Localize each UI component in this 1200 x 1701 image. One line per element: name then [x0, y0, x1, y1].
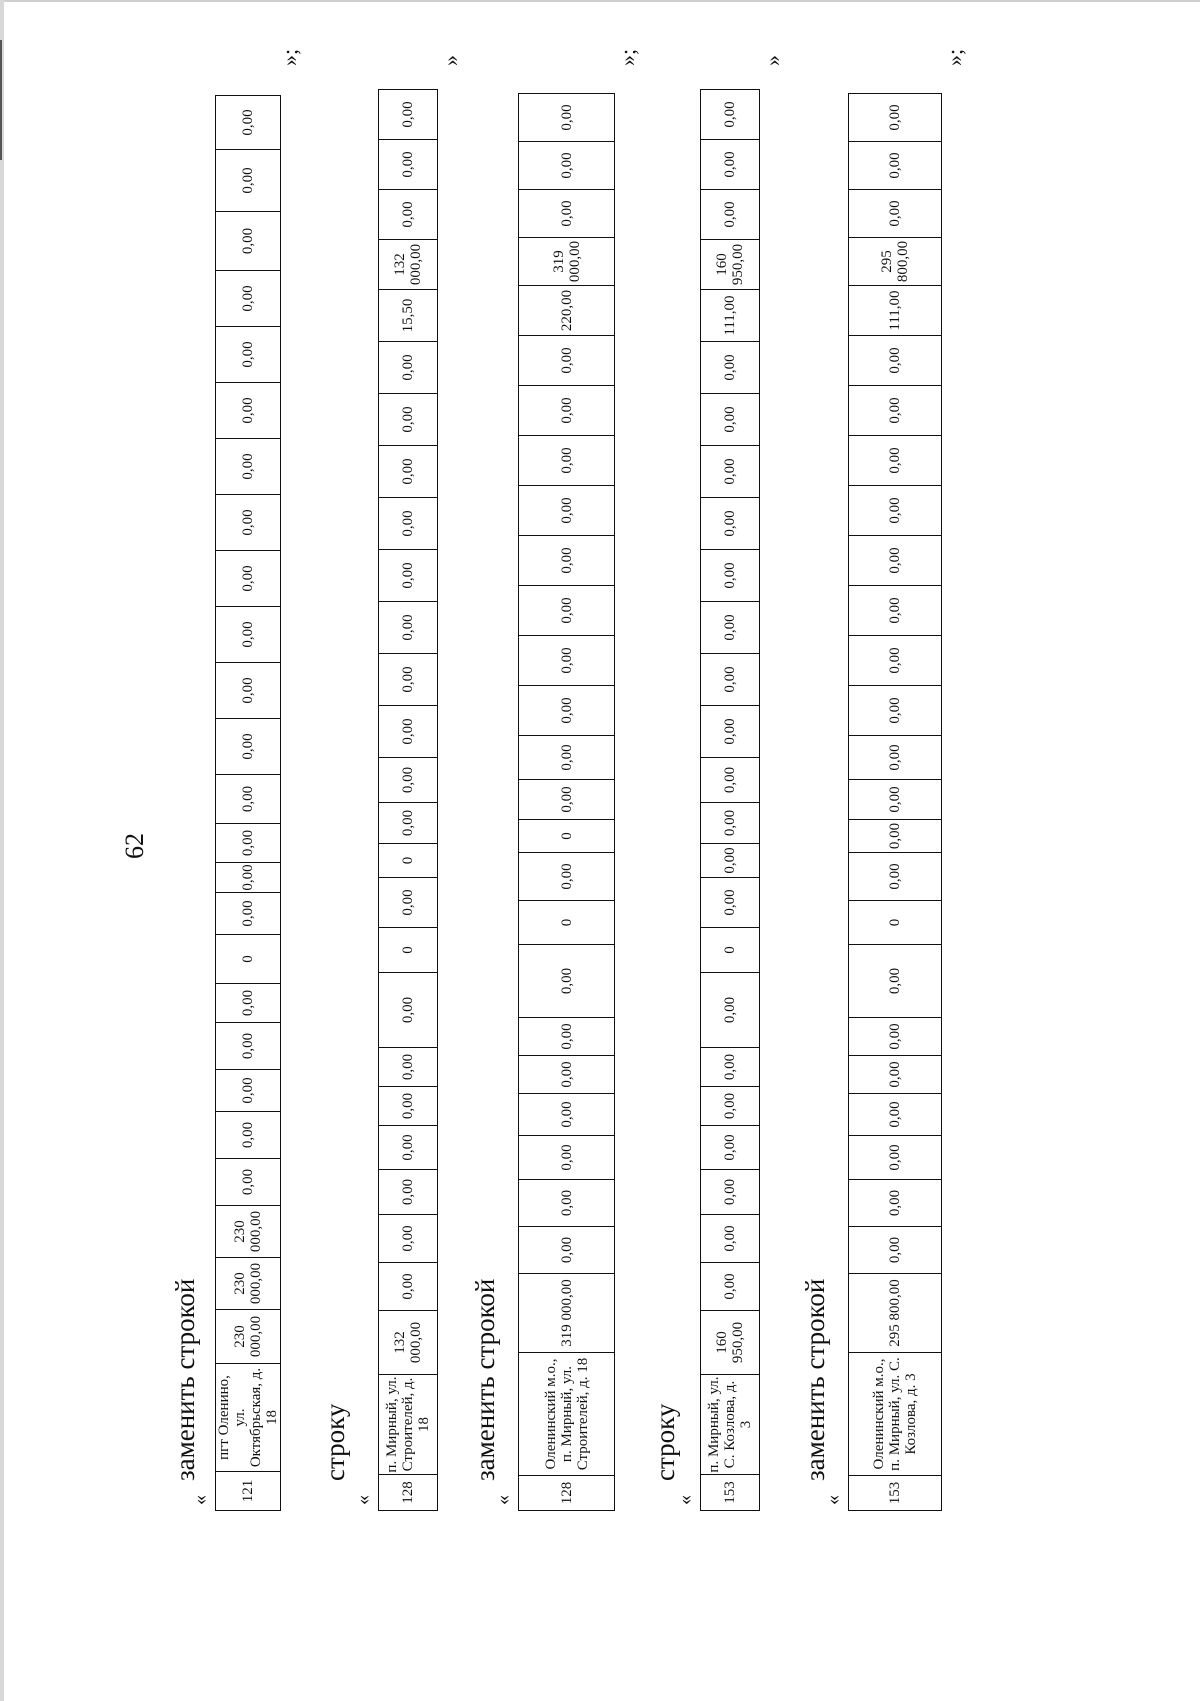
value-cell: 0,00 — [701, 803, 760, 844]
row-number-cell: 121 — [216, 1472, 281, 1511]
value-cell: 0,00 — [379, 446, 438, 498]
value-cell: 0,00 — [701, 973, 760, 1048]
value-cell: 160 950,00 — [701, 1311, 760, 1375]
value-cell: 0,00 — [849, 586, 942, 636]
value-cell: 0,00 — [216, 984, 281, 1023]
value-cell: 0,00 — [216, 212, 281, 271]
value-cell: 0,00 — [849, 1136, 942, 1180]
amendment-row-table — [215, 95, 281, 1511]
address-cell: Оленинский м.о., п. Мирный, ул. Строителей, д. 18 — [519, 1353, 615, 1476]
amendment-row-table — [848, 93, 942, 1511]
table-row — [379, 90, 438, 1511]
value-cell: 0,00 — [519, 536, 615, 586]
close-quote-mark: »; — [615, 48, 640, 66]
value-cell: 0,00 — [701, 1263, 760, 1311]
value-cell: 0,00 — [379, 758, 438, 803]
value-cell: 0,00 — [519, 486, 615, 536]
value-cell: 0,00 — [379, 1263, 438, 1311]
value-cell: 0,00 — [216, 439, 281, 495]
value-cell: 0,00 — [519, 686, 615, 736]
section-caption: строку — [320, 1403, 350, 1481]
value-cell: 0,00 — [701, 844, 760, 878]
value-cell: 132 000,00 — [379, 1311, 438, 1375]
value-cell: 0,00 — [701, 654, 760, 706]
value-cell: 0,00 — [849, 536, 942, 586]
value-cell: 0,00 — [701, 1048, 760, 1087]
value-cell: 0,00 — [519, 1136, 615, 1180]
address-cell: п. Мирный, ул. Строителей, д. 18 — [379, 1375, 438, 1475]
value-cell: 0,00 — [849, 486, 942, 536]
open-quote-mark: « — [674, 1495, 696, 1505]
value-cell: 0,00 — [849, 636, 942, 686]
value-cell: 0,00 — [379, 602, 438, 654]
value-cell: 0,00 — [849, 386, 942, 436]
page-number: 62 — [120, 833, 149, 859]
open-quote-mark: « — [822, 1495, 844, 1505]
value-cell: 0,00 — [849, 1227, 942, 1274]
table-row — [849, 94, 942, 1511]
value-cell: 0,00 — [379, 654, 438, 706]
value-cell: 0,00 — [849, 1094, 942, 1136]
value-cell: 0,00 — [379, 140, 438, 190]
value-cell: 0,00 — [379, 498, 438, 550]
value-cell: 0,00 — [379, 394, 438, 446]
address-cell: Оленинский м.о., п. Мирный, ул. С. Козлова, д. 3 — [849, 1353, 942, 1476]
value-cell: 0,00 — [216, 1112, 281, 1159]
close-quote-mark: »; — [277, 48, 302, 66]
close-quote-mark: » — [438, 55, 463, 66]
value-cell: 0 — [701, 928, 760, 973]
value-cell: 0,00 — [379, 1215, 438, 1263]
value-cell: 0,00 — [216, 824, 281, 863]
table-row — [519, 94, 615, 1511]
section-caption: заменить строкой — [470, 1278, 500, 1481]
amendment-row-table — [700, 89, 760, 1511]
value-cell: 295 800,00 — [849, 238, 942, 286]
value-cell: 0 — [379, 928, 438, 973]
address-cell: пгт Оленино, ул. Октябрьская, д. 18 — [216, 1364, 281, 1472]
close-quote-mark: »; — [942, 48, 967, 66]
value-cell: 0,00 — [519, 1180, 615, 1227]
value-cell: 0,00 — [701, 498, 760, 550]
value-cell: 0,00 — [519, 1227, 615, 1274]
value-cell: 0 — [216, 935, 281, 984]
value-cell: 0,00 — [216, 863, 281, 893]
value-cell: 0,00 — [701, 878, 760, 928]
value-cell: 0,00 — [216, 150, 281, 212]
row-number-cell: 153 — [849, 1476, 942, 1511]
section-caption: заменить строкой — [800, 1278, 830, 1481]
value-cell: 0,00 — [379, 1170, 438, 1215]
value-cell: 0,00 — [379, 1126, 438, 1170]
open-quote-mark: « — [492, 1495, 514, 1505]
value-cell: 230 000,00 — [216, 1206, 281, 1258]
value-cell: 0,00 — [519, 436, 615, 486]
value-cell: 0 — [519, 820, 615, 853]
value-cell: 220,00 — [519, 286, 615, 336]
value-cell: 0,00 — [216, 663, 281, 719]
value-cell: 0,00 — [519, 636, 615, 686]
value-cell: 0,00 — [519, 1094, 615, 1136]
value-cell: 0,00 — [701, 1087, 760, 1126]
value-cell: 0,00 — [216, 607, 281, 663]
value-cell: 0,00 — [216, 96, 281, 150]
value-cell: 319 000,00 — [519, 1274, 615, 1353]
table-row — [216, 96, 281, 1511]
value-cell: 0,00 — [379, 973, 438, 1048]
open-quote-mark: « — [189, 1495, 211, 1505]
value-cell: 0,00 — [701, 140, 760, 190]
value-cell: 0,00 — [379, 1087, 438, 1126]
value-cell: 0,00 — [379, 90, 438, 140]
value-cell: 0,00 — [849, 736, 942, 780]
value-cell: 0,00 — [519, 94, 615, 142]
value-cell: 319 000,00 — [519, 238, 615, 286]
value-cell: 0,00 — [379, 706, 438, 758]
value-cell: 230 000,00 — [216, 1310, 281, 1364]
value-cell: 0,00 — [849, 336, 942, 386]
value-cell: 0 — [519, 901, 615, 945]
value-cell: 0,00 — [701, 602, 760, 654]
value-cell: 0,00 — [519, 736, 615, 780]
value-cell: 0,00 — [849, 142, 942, 190]
value-cell: 0,00 — [701, 342, 760, 394]
value-cell: 0,00 — [519, 190, 615, 238]
value-cell: 111,00 — [701, 290, 760, 342]
value-cell: 0,00 — [519, 853, 615, 901]
row-number-cell: 128 — [379, 1475, 438, 1511]
value-cell: 0,00 — [216, 719, 281, 775]
value-cell: 0,00 — [379, 190, 438, 240]
value-cell: 0,00 — [519, 780, 615, 820]
value-cell: 0 — [849, 901, 942, 945]
value-cell: 0,00 — [216, 327, 281, 383]
value-cell: 0,00 — [701, 1126, 760, 1170]
value-cell: 0,00 — [379, 550, 438, 602]
value-cell: 0,00 — [519, 586, 615, 636]
value-cell: 0,00 — [519, 386, 615, 436]
value-cell: 0,00 — [216, 1070, 281, 1112]
value-cell: 0,00 — [701, 446, 760, 498]
amendment-row-table — [518, 93, 615, 1511]
value-cell: 0,00 — [849, 820, 942, 853]
value-cell: 0,00 — [701, 190, 760, 240]
value-cell: 0,00 — [216, 383, 281, 439]
value-cell: 0,00 — [701, 550, 760, 602]
close-quote-mark: » — [760, 55, 785, 66]
section-caption: строку — [650, 1403, 680, 1481]
value-cell: 111,00 — [849, 286, 942, 336]
value-cell: 295 800,00 — [849, 1274, 942, 1353]
value-cell: 0,00 — [216, 271, 281, 327]
amendment-row-table — [378, 89, 438, 1511]
value-cell: 132 000,00 — [379, 240, 438, 290]
value-cell: 0,00 — [701, 1170, 760, 1215]
value-cell: 0,00 — [216, 1159, 281, 1206]
value-cell: 0,00 — [519, 1018, 615, 1056]
value-cell: 0,00 — [519, 336, 615, 386]
value-cell: 0,00 — [849, 1056, 942, 1094]
table-row — [701, 90, 760, 1511]
open-quote-mark: « — [352, 1495, 374, 1505]
value-cell: 0,00 — [849, 1018, 942, 1056]
value-cell: 15,50 — [379, 290, 438, 342]
value-cell: 0,00 — [216, 495, 281, 551]
value-cell: 160 950,00 — [701, 240, 760, 290]
value-cell: 0,00 — [849, 853, 942, 901]
value-cell: 0,00 — [519, 945, 615, 1018]
value-cell: 0,00 — [379, 803, 438, 844]
value-cell: 0,00 — [849, 686, 942, 736]
value-cell: 0,00 — [519, 1056, 615, 1094]
value-cell: 0,00 — [379, 342, 438, 394]
value-cell: 0,00 — [216, 775, 281, 824]
value-cell: 0,00 — [849, 1180, 942, 1227]
address-cell: п. Мирный, ул. С. Козлова, д. 3 — [701, 1375, 760, 1475]
value-cell: 0,00 — [849, 190, 942, 238]
value-cell: 0,00 — [216, 551, 281, 607]
value-cell: 0,00 — [379, 878, 438, 928]
value-cell: 0,00 — [701, 758, 760, 803]
value-cell: 0,00 — [216, 893, 281, 935]
value-cell: 0,00 — [701, 394, 760, 446]
value-cell: 0,00 — [519, 142, 615, 190]
row-number-cell: 128 — [519, 1476, 615, 1511]
value-cell: 0,00 — [216, 1023, 281, 1070]
value-cell: 0,00 — [849, 94, 942, 142]
value-cell: 0,00 — [701, 706, 760, 758]
value-cell: 0,00 — [849, 945, 942, 1018]
section-caption: заменить строкой — [170, 1278, 200, 1481]
row-number-cell: 153 — [701, 1475, 760, 1511]
value-cell: 230 000,00 — [216, 1258, 281, 1310]
value-cell: 0 — [379, 844, 438, 878]
value-cell: 0,00 — [701, 90, 760, 140]
value-cell: 0,00 — [849, 780, 942, 820]
value-cell: 0,00 — [849, 436, 942, 486]
value-cell: 0,00 — [379, 1048, 438, 1087]
value-cell: 0,00 — [701, 1215, 760, 1263]
